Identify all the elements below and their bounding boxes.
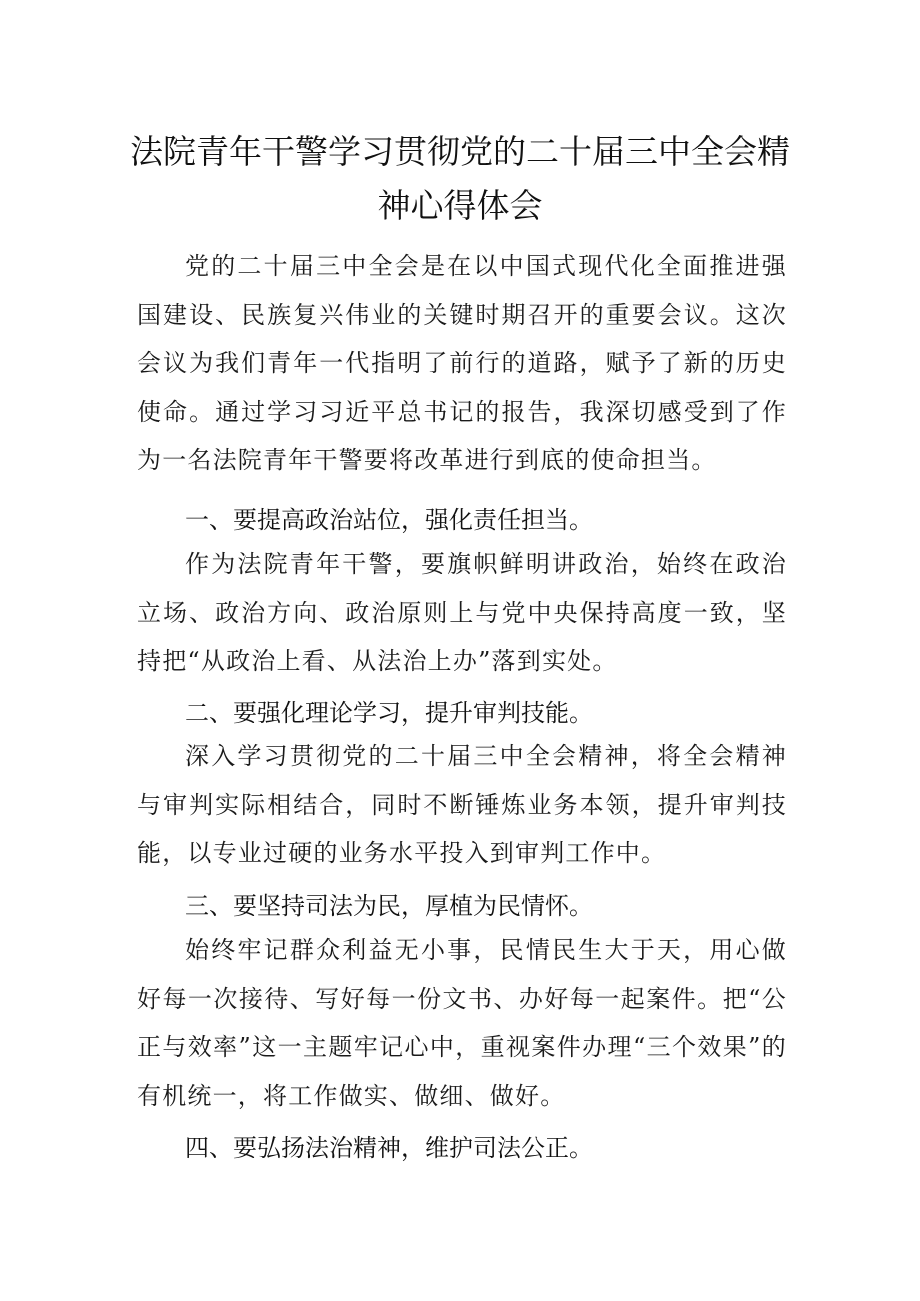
document-title-line-2: 神心得体会	[377, 186, 543, 225]
section-heading-1: 一、要提高政治站位，强化责任担当。	[185, 506, 593, 534]
section-heading-4: 四、要弘扬法治精神，维护司法公正。	[185, 1134, 593, 1162]
document-title-line-1: 法院青年干警学习贯彻党的二十届三中全会精	[130, 132, 790, 171]
section-body-1: 作为法院青年干警，要旗帜鲜明讲政治，始终在政治立场、政治方向、政治原则上与党中央保持高度一致，坚持把“从政治上看、从法治上办”落到实处。	[137, 550, 787, 675]
section-heading-2: 二、要强化理论学习，提升审判技能。	[185, 699, 593, 727]
section-body-2: 深入学习贯彻党的二十届三中全会精神，将全会精神与审判实际相结合，同时不断锤炼业务本领，提升审判技能，以专业过硬的业务水平投入到审判工作中。	[137, 742, 787, 867]
section-heading-3: 三、要坚持司法为民，厚植为民情怀。	[185, 892, 593, 920]
intro-paragraph: 党的二十届三中全会是在以中国式现代化全面推进强国建设、民族复兴伟业的关键时期召开的重要会议。这次会议为我们青年一代指明了前行的道路，赋予了新的历史使命。通过学习习近平总书记的报告，我深切感受到了作为一名法院青年干警要将改革进行到底的使命担当。	[137, 252, 787, 474]
section-body-3: 始终牢记群众利益无小事，民情民生大于天，用心做好每一次接待、写好每一份文书、办好每一起案件。把“公正与效率”这一主题牢记心中，重视案件办理“三个效果”的有机统一，将工作做实、做细、做好。	[137, 936, 787, 1110]
